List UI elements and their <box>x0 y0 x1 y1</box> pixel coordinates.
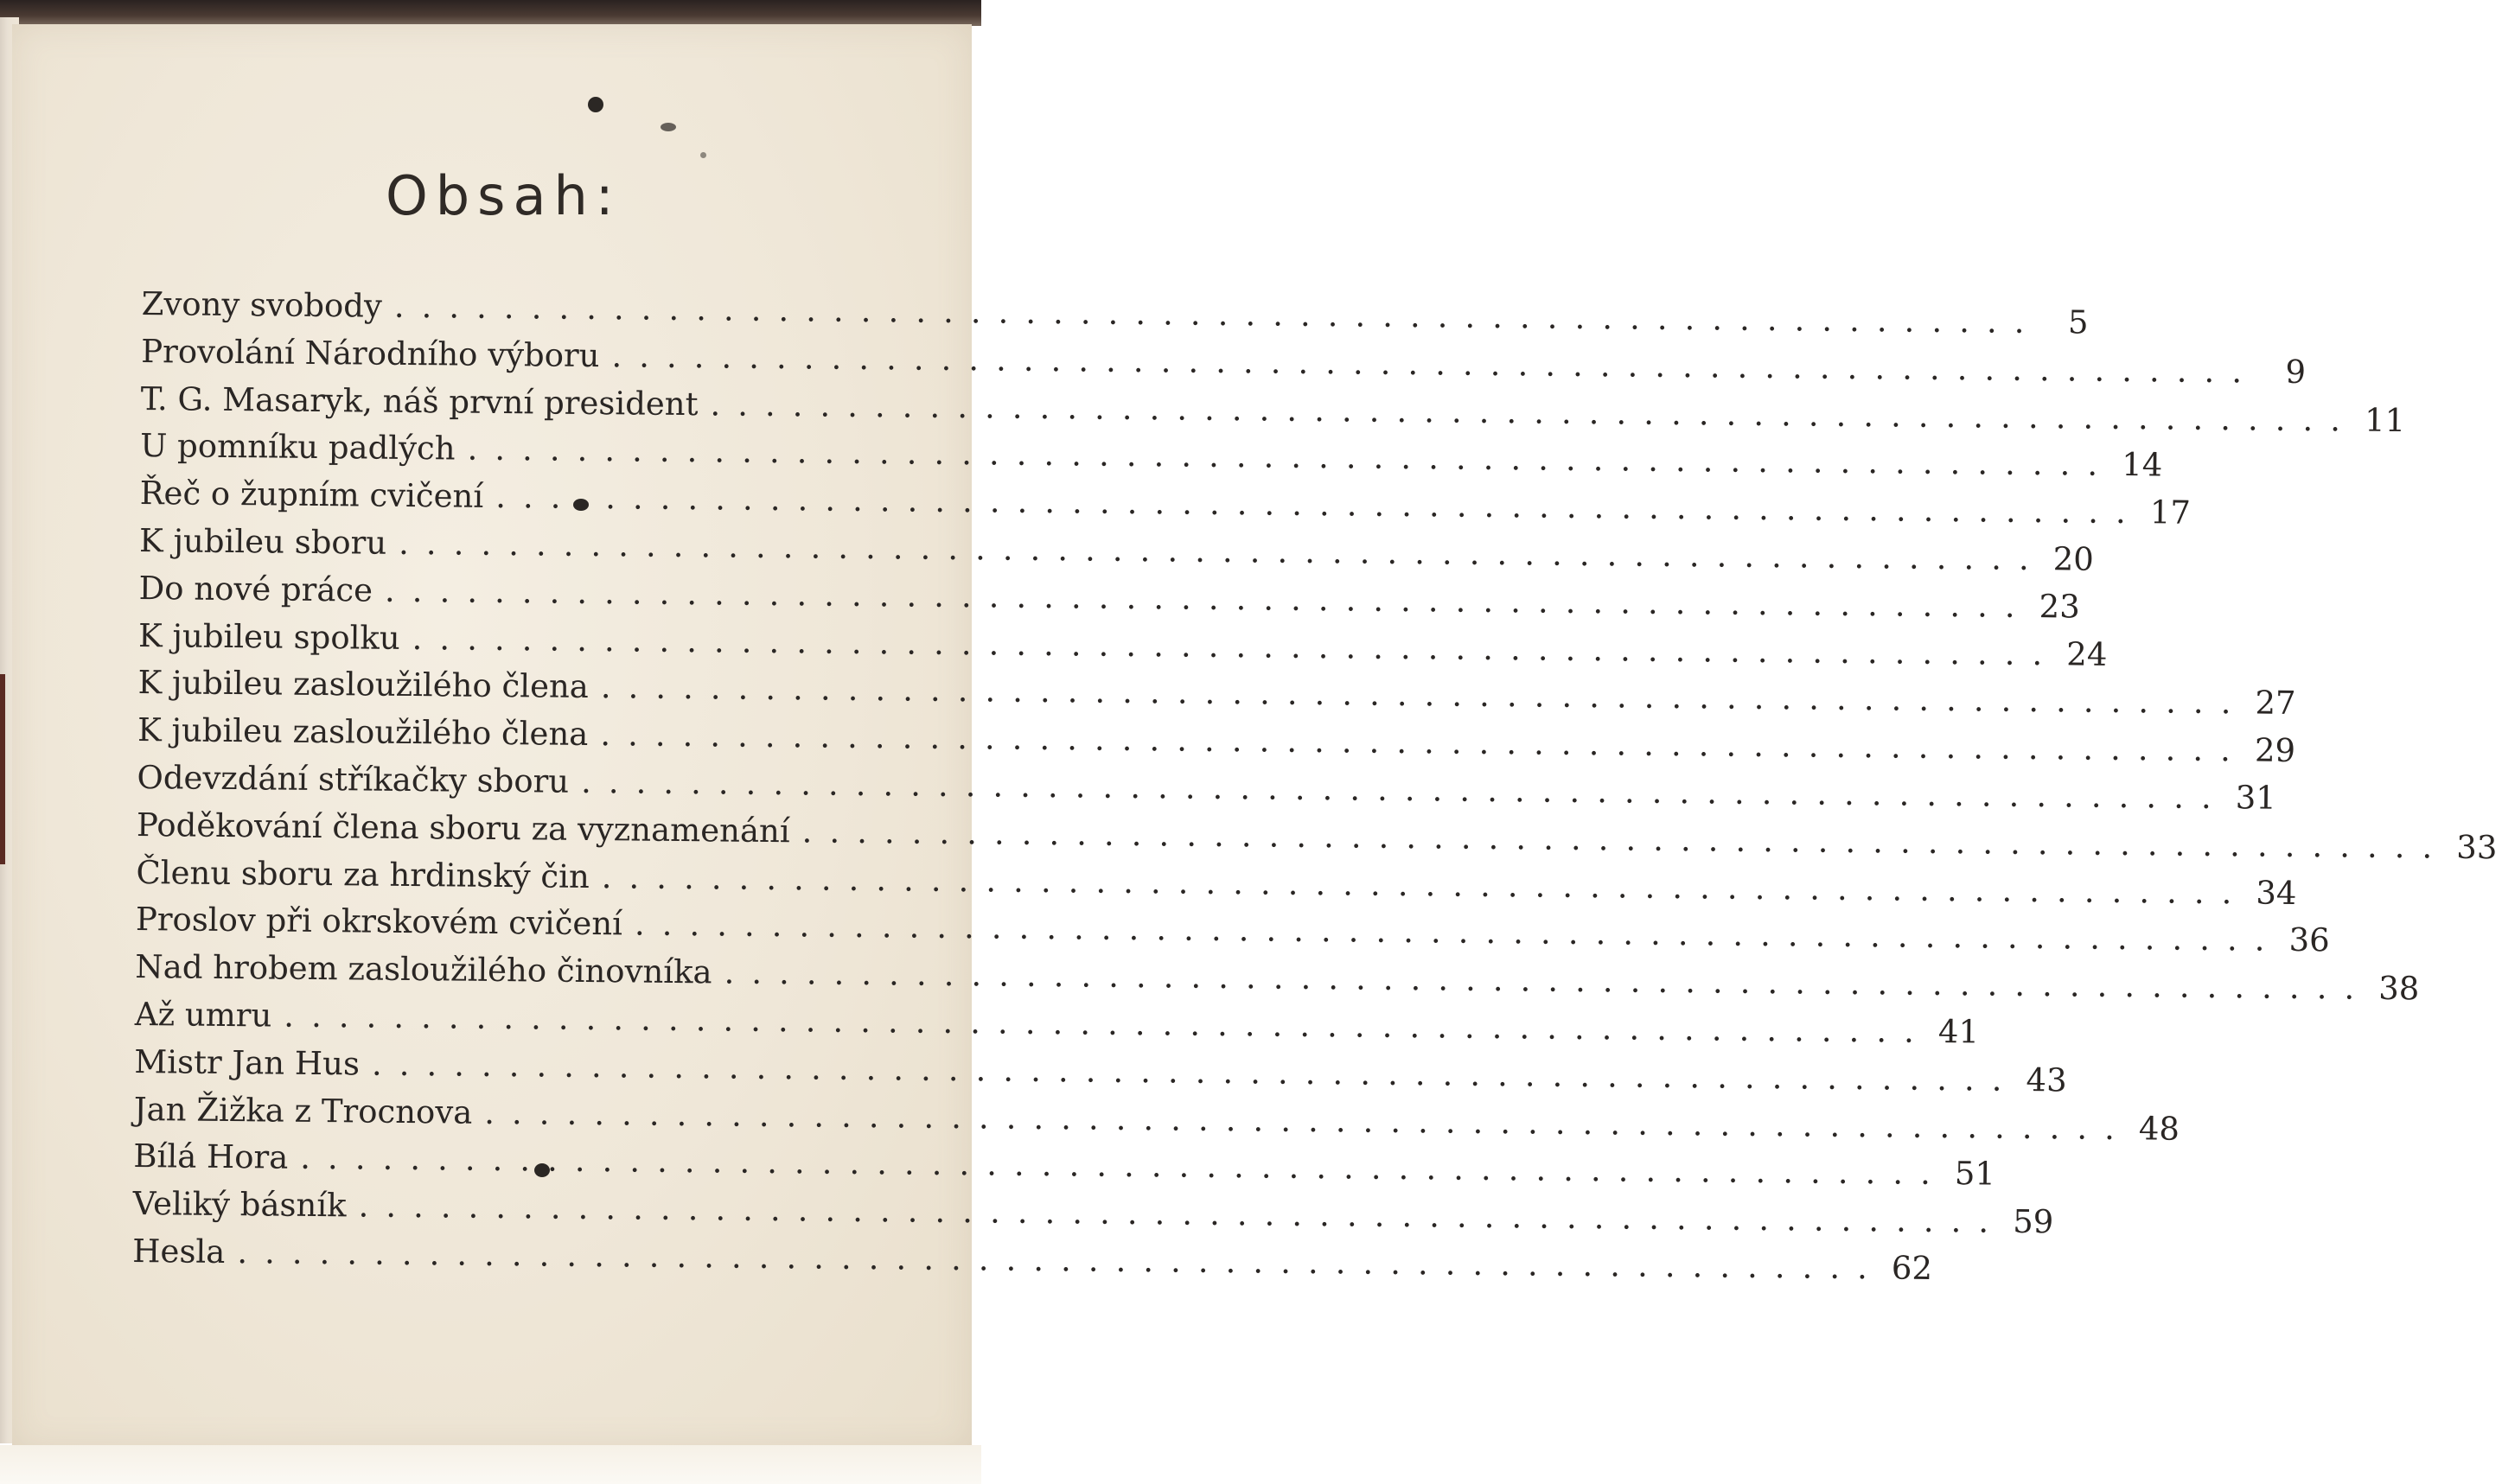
toc-entry-title: Poděkování člena sboru za vyznamenání <box>136 806 790 850</box>
toc-entry-title: Řeč o župním cvičení <box>139 474 484 515</box>
dot-leader: ............................................................ <box>801 812 2450 866</box>
toc-entry-page-number: 51 <box>1954 1155 1996 1193</box>
toc-entry-page-number: 11 <box>2364 401 2406 439</box>
dot-leader: ............................................................ <box>237 1233 1886 1287</box>
toc-entry-title: K jubileu zasloužilého člena <box>137 664 590 706</box>
toc-entry-page-number: 23 <box>2039 587 2080 626</box>
book-top-edge <box>0 0 981 26</box>
toc-entry-page-number: 41 <box>1937 1012 1980 1051</box>
table-of-contents <box>132 285 2498 1287</box>
paper-speck <box>700 152 706 158</box>
toc-entry-page-number: 48 <box>2138 1109 2180 1148</box>
toc-entry-title: K jubileu spolku <box>137 616 400 657</box>
toc-entry <box>140 379 2406 439</box>
toc-entry-page-number: 27 <box>2255 684 2296 723</box>
toc-entry-page-number: 34 <box>2256 874 2297 912</box>
toc-entry <box>141 285 2089 341</box>
dot-leader: ............................................................ <box>600 716 2249 769</box>
toc-entry-page-number: 59 <box>2012 1202 2054 1241</box>
toc-entry-page-number: 14 <box>2121 446 2163 484</box>
toc-entry <box>132 1185 2054 1241</box>
toc-entry <box>133 1090 2180 1148</box>
toc-entry-title: Veliký básník <box>132 1185 347 1225</box>
dot-leader: ............................................................ <box>724 953 2372 1007</box>
toc-entry <box>137 664 2296 723</box>
dot-leader: ............................................................ <box>412 619 2060 672</box>
toc-entry-title: K jubileu zasloužilého člena <box>137 711 589 754</box>
toc-entry-title: Až umru <box>134 995 272 1035</box>
toc-entry-page-number: 24 <box>2066 634 2108 673</box>
dot-leader: ............................................................ <box>710 385 2358 439</box>
dot-leader: ............................................................ <box>300 1139 1949 1193</box>
paper-speck <box>661 123 676 131</box>
toc-entry-title: Zvony svobody <box>141 285 383 325</box>
toc-entry <box>135 901 2330 959</box>
toc-entry-title: Bílá Hora <box>133 1137 289 1177</box>
toc-entry-title: Provolání Národního výboru <box>141 332 600 374</box>
dot-leader: ............................................................ <box>371 1045 2020 1099</box>
toc-entry-page-number: 38 <box>2378 970 2420 1008</box>
toc-entry <box>141 332 2307 391</box>
toc-entry <box>140 427 2163 484</box>
toc-entry-title: Jan Žižka z Trocnova <box>133 1090 473 1131</box>
dot-leader: ............................................................ <box>398 524 2046 578</box>
dot-leader: ............................................................ <box>484 1093 2133 1147</box>
toc-entry-title: T. G. Masaryk, náš první president <box>140 379 699 423</box>
toc-entry <box>136 806 2498 866</box>
toc-entry-page-number: 9 <box>2285 353 2307 391</box>
dot-leader: ............................................................ <box>393 287 2042 341</box>
toc-entry-page-number: 31 <box>2235 779 2277 817</box>
toc-entry-title: Odevzdání stříkačky sboru <box>137 758 570 800</box>
toc-entry <box>134 1042 2067 1099</box>
toc-entry <box>137 616 2108 673</box>
toc-entry-title: Mistr Jan Hus <box>134 1042 361 1083</box>
toc-entry <box>137 758 2277 817</box>
toc-entry-title: U pomníku padlých <box>140 427 456 468</box>
paper-speck <box>588 97 603 112</box>
binding-mark <box>0 674 5 864</box>
toc-entry-page-number: 43 <box>2026 1060 2067 1099</box>
toc-entry <box>136 853 2297 912</box>
toc-entry-page-number: 29 <box>2254 731 2296 770</box>
toc-entry <box>139 474 2192 532</box>
dot-leader: ............................................................ <box>601 857 2250 911</box>
dot-leader: ............................................................ <box>600 668 2249 722</box>
dot-leader: ............................................................ <box>611 337 2260 391</box>
toc-entry <box>138 569 2080 626</box>
dot-leader: ............................................................ <box>495 478 2144 532</box>
toc-entry-page-number: 5 <box>2067 303 2089 341</box>
dot-leader: ............................................................ <box>284 997 1932 1050</box>
toc-entry-page-number: 17 <box>2149 494 2192 532</box>
toc-entry-title: Hesla <box>132 1232 226 1271</box>
page-bottom-edge <box>0 1445 981 1484</box>
contents-heading: Obsah: <box>386 164 622 227</box>
toc-entry <box>133 1137 1996 1193</box>
dot-leader: ............................................................ <box>634 905 2282 959</box>
toc-entry <box>134 995 1980 1051</box>
toc-entry <box>138 521 2095 578</box>
toc-entry-page-number: 20 <box>2052 540 2095 578</box>
toc-entry <box>135 948 2420 1008</box>
dot-leader: ............................................................ <box>384 571 2033 625</box>
toc-entry-page-number: 36 <box>2288 921 2330 959</box>
toc-entry-title: K jubileu sboru <box>138 521 387 562</box>
toc-entry-page-number: 33 <box>2456 828 2498 866</box>
dot-leader: ............................................................ <box>467 430 2116 484</box>
dot-leader: ............................................................ <box>580 762 2229 817</box>
toc-entry-title: Nad hrobem zasloužilého činovníka <box>135 948 712 991</box>
toc-entry-title: Členu sboru za hrdinský čin <box>136 853 590 895</box>
toc-entry-title: Proslov při okrskovém cvičení <box>135 901 623 943</box>
toc-entry <box>137 711 2296 770</box>
toc-entry <box>132 1232 1933 1287</box>
toc-entry-title: Do nové práce <box>138 569 373 609</box>
dot-leader: ............................................................ <box>358 1187 2007 1240</box>
toc-entry-page-number: 62 <box>1891 1249 1933 1287</box>
